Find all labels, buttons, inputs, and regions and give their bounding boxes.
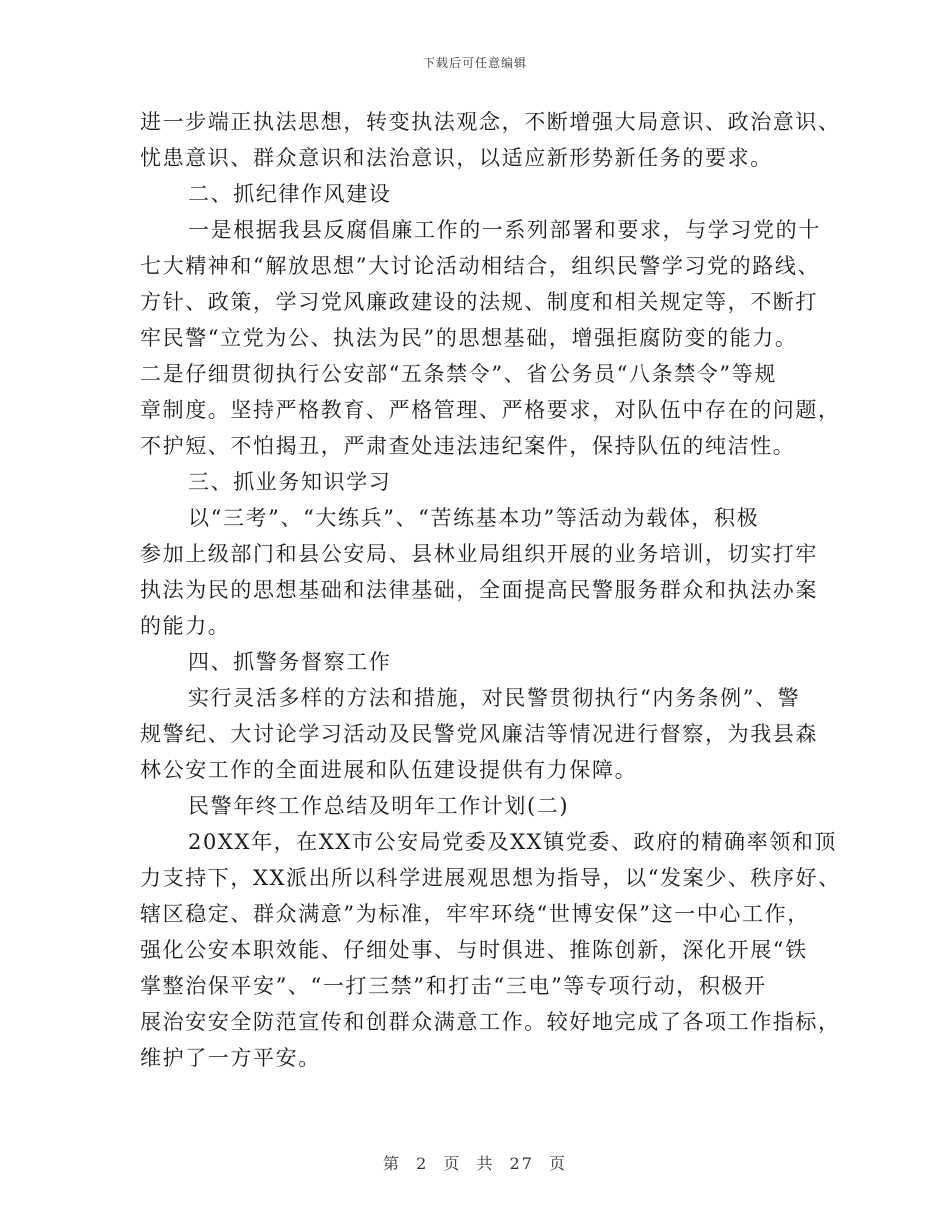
text-line: 四、抓警务督察工作 bbox=[188, 650, 392, 674]
text-line: 维护了一方平安。 bbox=[140, 1046, 321, 1070]
text-line: 的能力。 bbox=[140, 614, 231, 638]
text-line: 执法为民的思想基础和法律基础，全面提高民警服务群众和执法办案 bbox=[140, 578, 818, 602]
text-line: 二是仔细贯彻执行公安部“五条禁令”、省公务员“八条禁令”等规 bbox=[140, 362, 777, 386]
text-line: 不护短、不怕揭丑，严肃查处违法违纪案件，保持队伍的纯洁性。 bbox=[140, 434, 796, 458]
text-line: 辖区稳定、群众满意”为标准，牢牢环绕“世博安保”这一中心工作， bbox=[140, 902, 810, 926]
text-line: 掌整治保平安”、“一打三禁”和打击“三电”等专项行动，积极开 bbox=[140, 974, 767, 998]
text-line: 20XX年，在XX市公安局党委及XX镇党委、政府的精确率领和顶 bbox=[188, 830, 838, 854]
page-header: 下载后可任意编辑 bbox=[422, 56, 527, 70]
text-line: 章制度。坚持严格教育、严格管理、严格要求，对队伍中存在的问题， bbox=[140, 398, 841, 422]
text-line: 力支持下，XX派出所以科学进展观思想为指导，以“发案少、秩序好、 bbox=[140, 866, 841, 890]
text-line: 以“三考”、“大练兵”、“苦练基本功”等活动为载体，积极 bbox=[188, 506, 760, 530]
text-line: 二、抓纪律作风建设 bbox=[188, 182, 392, 206]
page-number-footer: 第 2 页 共 27 页 bbox=[383, 1154, 567, 1173]
text-line: 林公安工作的全面进展和队伍建设提供有力保障。 bbox=[140, 758, 638, 782]
text-line: 方针、政策，学习党风廉政建设的法规、制度和相关规定等，不断打 bbox=[140, 290, 818, 314]
text-line: 忧患意识、群众意识和法治意识，以适应新形势新任务的要求。 bbox=[140, 146, 773, 170]
text-line: 三、抓业务知识学习 bbox=[188, 470, 392, 494]
text-line: 强化公安本职效能、仔细处事、与时俱进、推陈创新，深化开展“铁 bbox=[140, 938, 808, 962]
text-line: 参加上级部门和县公安局、县林业局组织开展的业务培训，切实打牢 bbox=[140, 542, 818, 566]
text-line: 展治安安全防范宣传和创群众满意工作。较好地完成了各项工作指标， bbox=[140, 1010, 841, 1034]
text-line: 七大精神和“解放思想”大讨论活动相结合，组织民警学习党的路线、 bbox=[140, 254, 821, 278]
text-line: 实行灵活多样的方法和措施，对民警贯彻执行“内务条例”、警 bbox=[188, 686, 801, 710]
document-body bbox=[140, 104, 841, 1076]
text-line: 规警纪、大讨论学习活动及民警党风廉洁等情况进行督察，为我县森 bbox=[140, 722, 818, 746]
text-line: 民警年终工作总结及明年工作计划(二) bbox=[188, 794, 570, 818]
text-line: 一是根据我县反腐倡廉工作的一系列部署和要求，与学习党的十 bbox=[188, 218, 821, 242]
text-line: 进一步端正执法思想，转变执法观念，不断增强大局意识、政治意识、 bbox=[140, 110, 841, 134]
text-line: 牢民警“立党为公、执法为民”的思想基础，增强拒腐防变的能力。 bbox=[140, 326, 798, 350]
